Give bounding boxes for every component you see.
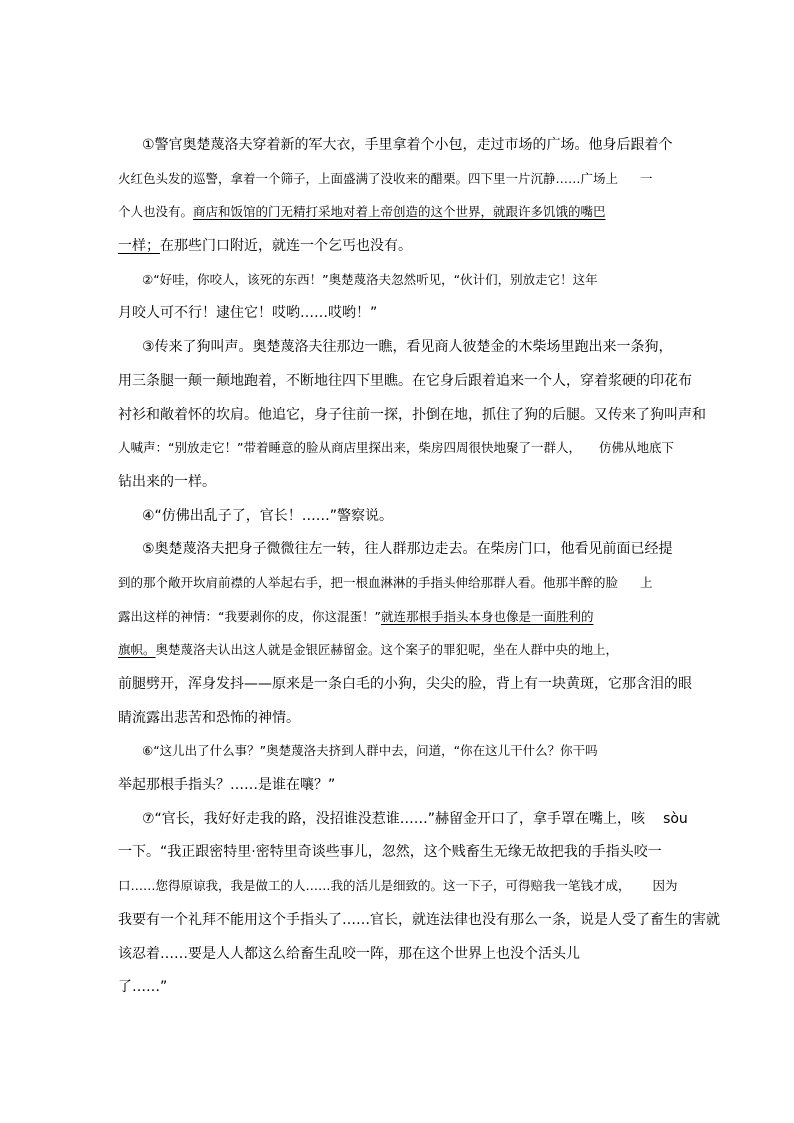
paragraph-1-line-3: 个人也没有。商店和饭馆的门无精打采地对着上帝创造的这个世界，就跟许多饥饿的嘴巴 [118,204,606,220]
underlined-sentence: 就连那根手指头本身也像是一面胜利的 [380,608,594,624]
paragraph-7-line-5: 该忍着……要是人人都这么给畜生乱咬一阵，那在这个世界上也没个活头儿 [118,945,580,962]
paragraph-4-line-1: ④“仿佛出乱子了，官长！……”警察说。 [142,507,394,524]
paragraph-7-line-3: 口……您得原谅我，我是做工的人……我的活儿是细致的。这一下子，可得赔我一笔钱才成， 因为 [118,878,678,894]
paragraph-3-line-5: 钻出来的一样。 [118,473,216,490]
paragraph-5-line-4: 旗帜。奥楚蔑洛夫认出这人就是金银匠赫留金。这个案子的罪犯呢，坐在人群中央的地上， [118,642,619,658]
paragraph-6-line-2: 举起那根手指头？……是谁在嚷？” [118,777,336,794]
paragraph-3-line-2: 用三条腿一颠一颠地跑着，不断地往四下里瞧。在它身后跟着追来一个人，穿着浆硬的印花布 [118,372,692,389]
paragraph-5-line-5: 前腿劈开，浑身发抖——原来是一条白毛的小狗，尖尖的脸，背上有一块黄斑，它那含泪的眼 [118,676,692,692]
paragraph-6-line-1: ⑥“这儿出了什么事？”奥楚蔑洛夫挤到人群中去，问道，“你在这儿干什么？你干吗 [142,743,598,759]
paragraph-7-line-6: 了……” [118,979,168,996]
paragraph-1-line-2: 火红色头发的巡警，拿着一个筛子，上面盛满了没收来的醋栗。四下里一片沉静……广场上 一 [118,170,653,186]
story-text [118,133,720,1009]
paragraph-7-line-2: 一下。“我正跟密特里·密特里奇谈些事儿，忽然，这个贱畜生无缘无故把我的手指头咬一 [118,844,662,861]
paragraph-1-line-1: ①警官奥楚蔑洛夫穿着新的军大衣，手里拿着个小包，走过市场的广场。他身后跟着个 [142,137,673,153]
paragraph-5-line-6: 睛流露出悲苦和恐怖的神情。 [118,709,300,726]
paragraph-7-line-1: ⑦“官长，我好好走我的路，没招谁没惹谁……”赫留金开口了，拿手罩在嘴上，咳 sòu [142,810,688,827]
paragraph-3-line-4: 人喊声：“别放走它！”带着睡意的脸从商店里探出来，柴房四周很快地聚了一群人， 仿佛从地底下 [118,440,674,456]
paragraph-7-line-4: 我要有一个礼拜不能用这个手指头了……官长，就连法律也没有那么一条，说是人受了畜生的害就 [118,911,720,928]
paragraph-3-line-3: 衬衫和敞着怀的坎肩。他追它，身子往前一探，扑倒在地，抓住了狗的后腿。又传来了狗叫声和 [118,406,706,423]
paragraph-5-line-3: 露出这样的神情：“我要剥你的皮，你这混蛋！”就连那根手指头本身也像是一面胜利的 [118,608,594,624]
paragraph-5-line-1: ⑤奥楚蔑洛夫把身子微微往左一转，往人群那边走去。在柴房门口，他看见前面已经提 [142,541,673,558]
paragraph-3-line-1: ③传来了狗叫声。奥楚蔑洛夫往那边一瞧，看见商人彼楚金的木柴场里跑出来一条狗， [142,339,673,356]
underlined-sentence: 商店和饭馆的门无精打采地对着上帝创造的这个世界，就跟许多饥饿的嘴巴 [193,204,606,220]
underlined-sentence-end: 旗帜。 [118,642,156,658]
pinyin-annotation: sòu [663,810,688,827]
paragraph-5-line-2: 到的那个敞开坎肩前襟的人举起右手，把一根血淋淋的手指头伸给那群人看。他那半醉的脸 上 [118,574,653,590]
paragraph-1-line-4: 一样；在那些门口附近，就连一个乞丐也没有。 [118,238,412,255]
paragraph-2-line-1: ②“好哇，你咬人，该死的东西！”奥楚蔑洛夫忽然听见，“伙计们，别放走它！这年 [142,271,598,287]
underlined-sentence-end: 一样； [118,238,160,255]
paragraph-2-line-2: 月咬人可不行！逮住它！哎哟……哎哟！” [118,305,378,322]
